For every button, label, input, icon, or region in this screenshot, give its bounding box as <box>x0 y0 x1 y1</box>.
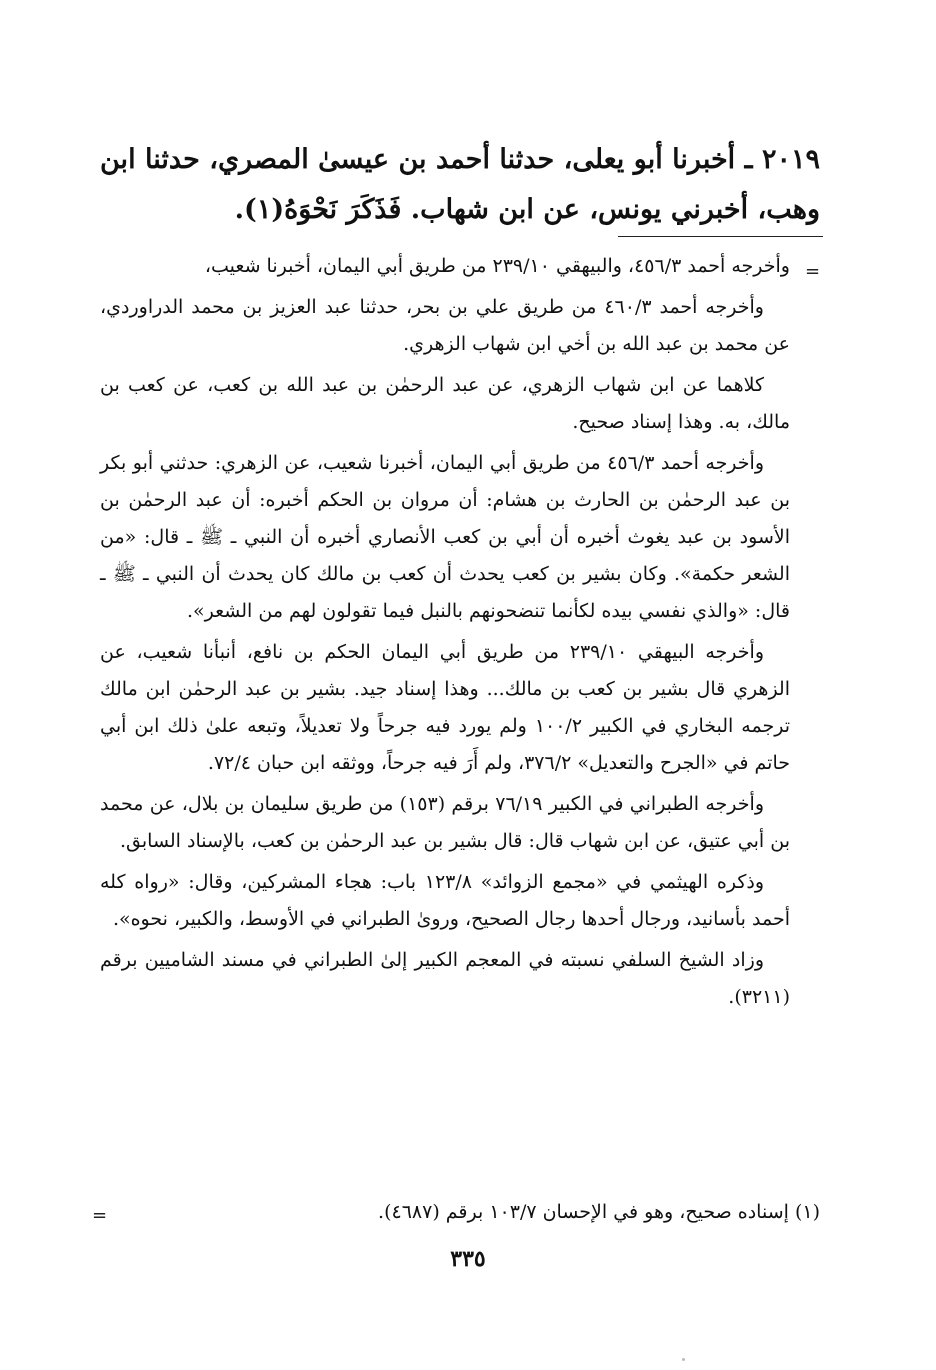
footnote-text: (١) إسناده صحيح، وهو في الإحسان ١٠٣/٧ برقم (٤٦٨٧). <box>378 1201 820 1223</box>
hadith-line-1: ـ أخبرنا أبو يعلى، حدثنا أحمد بن عيسىٰ المصري، <box>209 144 753 175</box>
commentary-paragraph: كلاهما عن ابن شهاب الزهري، عن عبد الرحمٰن بن عبد الله بن كعب، عن كعب بن مالك، به. وهذا إسناد صحيح. <box>100 374 790 433</box>
continuation-mark: = <box>805 261 821 282</box>
scan-speck <box>682 1358 685 1361</box>
commentary <box>100 248 790 1020</box>
hadith-number: ٢٠١٩ <box>761 144 820 175</box>
commentary-paragraph: وأخرجه أحمد ٤٥٦/٣، والبيهقي ٢٣٩/١٠ من طريق أبي اليمان، أخبرنا شعيب، <box>204 255 790 277</box>
commentary-paragraph: وأخرجه الطبراني في الكبير ٧٦/١٩ برقم (١٥٣) من طريق سليمان بن بلال، عن محمد بن أبي عتيق، عن ابن شهاب قال: قال بشير بن عبد الرحمٰن بن كعب، بالإسناد السابق. <box>100 793 790 852</box>
commentary-paragraph: وأخرجه أحمد ٤٦٠/٣ من طريق علي بن بحر، حدثنا عبد العزيز بن محمد الدراوردي، عن محمد بن عبد الله بن أخي ابن شهاب الزهري. <box>100 296 790 355</box>
page-number: ٣٣٥ <box>450 1246 486 1272</box>
commentary-paragraph: وزاد الشيخ السلفي نسبته في المعجم الكبير إلىٰ الطبراني في مسند الشاميين برقم (٣٢١١). <box>100 949 790 1008</box>
footnote-continuation-mark: = <box>92 1205 108 1226</box>
footnote-separator <box>618 236 823 237</box>
hadith-text <box>100 135 820 235</box>
commentary-paragraph: وأخرجه البيهقي ٢٣٩/١٠ من طريق أبي اليمان الحكم بن نافع، أنبأنا شعيب، عن الزهري قال بشير بن كعب بن مالك... وهذا إسناد جيد. بشير بن عبد الرحمٰن ابن مالك ترجمه البخاري في الكبير ١٠٠/٢ ولم يورد فيه جرحاً ولا تعديلاً، وتبعه علىٰ ذلك ابن أبي حاتم في «الجرح والتعديل» ٣٧٦/٢، ولم أَرَ فيه جرحاً، ووثقه ابن حبان ٧٢/٤. <box>100 641 790 774</box>
footnote <box>100 1196 820 1228</box>
commentary-paragraph: وذكره الهيثمي في «مجمع الزوائد» ١٢٣/٨ باب: هجاء المشركين، وقال: «رواه كله أحمد بأسانيد، ورجال أحدها رجال الصحيح، وروىٰ الطبراني في الأوسط، والكبير، نحوه». <box>100 871 790 930</box>
commentary-paragraph: وأخرجه أحمد ٤٥٦/٣ من طريق أبي اليمان، أخبرنا شعيب، عن الزهري: حدثني أبو بكر بن عبد الرحمٰن بن الحارث بن هشام: أن مروان بن الحكم أخبره: أن عبد الرحمٰن بن الأسود بن عبد يغوث أخبره أن أبي بن كعب الأنصاري أخبره أن النبي ـ ﷺ ـ قال: «من الشعر حكمة». وكان بشير بن كعب يحدث أن كعب بن مالك كان يحدث أن النبي ـ ﷺ ـ قال: «والذي نفسي بيده لكأنما تنضحونهم بالنبل فيما تقولون لهم من الشعر». <box>100 452 790 622</box>
hadith-line-2: حدثنا ابن وهب، أخبرني يونس، عن ابن شهاب. فَذَكَرَ نَحْوَهُ(١). <box>100 144 820 225</box>
